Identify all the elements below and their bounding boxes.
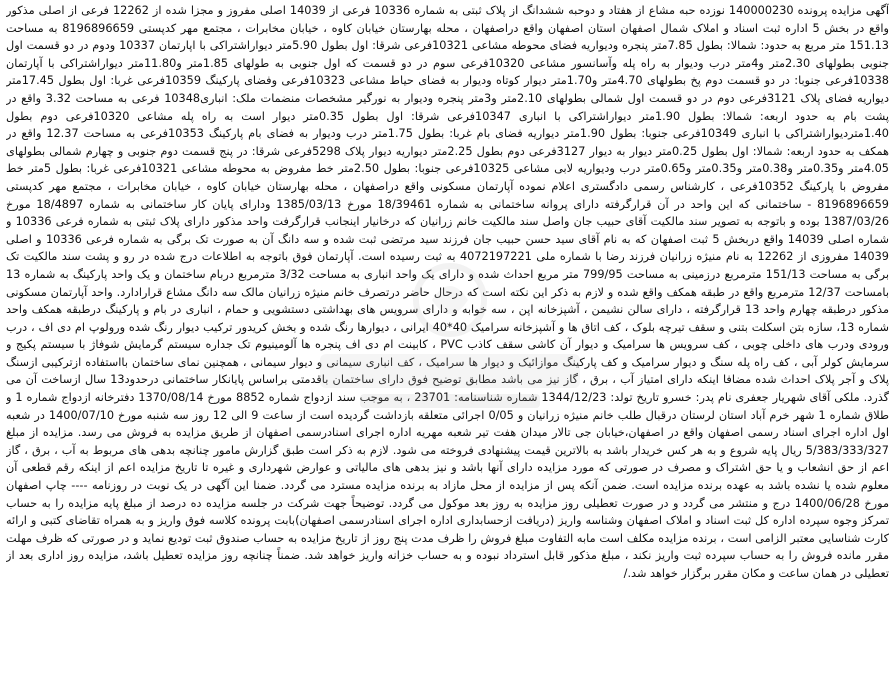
auction-notice-text: آگهی مزایده پرونده 140000230 نوزده حبه مشاع از هفتاد و دوحبه ششدانگ از پلاک ثبتی به شماره 10336 فرعی از 14039 اصلی مفروز و مجزا شده از 12262 فرعی از اصلی مذکور واقع در بخش 5 اداره ثبت اسناد و املاک شمال اصفهان استان اصفهان واقع دراصفهان ، محله بهارستان خیابان کاوه ، خیابان مخابرات ، مجتمع مهر کدپستی 8196896659 به مساحت 151.13 متر مربع به حدود: شمالا: بطول 7.85متر پنجره ودیواریه فضای محوطه مشاعی 10321فرعی شرقا: اول بطول 5.90متر دیواراشتراکی با اپارتمان 10337 ودوم در دو قسمت اول جنوبی بطولهای 2.30متر و4متر درب ودیوار به راه پله وآسانسور مشاعی 10320فرعی سوم در دو قسمت که اول جنوبی به طولهای 1.85متر و11.80متر دیواراشتراکی با آپارتمان 10338فرعی جنوبا: در دو قسمت دوم پخ بطولهای 4.70متر و1.70متر دیوار کوتاه ودیوار به فضای حیاط مشاعی 10323فرعی وفضای پارکینگ 10359فرعی غربا: اول بطول 17.45متر دیواریه فضای پلاک 3121فرعی دوم در دو قسمت اول شمالی بطولهای 2.10متر و3متر پنجره ودیوار به نورگیر مشخصات منضمات ملک: انباری10348 فرعی به مساحت 3.32 واقع در پشت بام به حدود اربعه: شمالا: بطول 1.90متر دیواراشتراکی با انباری 10347فرعی شرقا: اول بطول 0.35متر دیوار است به راه پله مشاعی 10320فرعی دوم بطول 1.40متردیواراشتراکی با انباری 10349فرعی جنوبا: بطول 1.90متر دیواریه فضای بام غربا: بطول 1.75متر درب ودیوار به فضای بام پارکینگ 10353فرعی به مساحت 12.37 واقع در همکف به حدود اربعه: شمالا: اول بطول 0.25متر دیوار به دیوار 3127فرعی دوم بطول 2.25متر دیواریه دیوار پلاک 5298فرعی شرقا: در پنج قسمت دوم جنوبی و چهارم شمالی بطولهای 4.05متر و0.35متر و0.38متر و0.35متر و0.65متر درب ودیواریه لابی مشاعی 10325فرعی جنوبا: بطول 2.50متر خط مفروض به محوطه مشاعی 10321فرعی غربا: بطول 5متر خط مفروض با پارکینگ 10352فرعی ، کارشناس رسمی دادگستری اعلام نموده آپارتمان مسکونی واقع دراصفهان ، محله بهارستان خیابان کاوه ، خیابان مخابرات ، مجتمع مهر کدپستی 8196896659 - ساختمانی که این واحد در آن قرارگرفته دارای پروانه ساختمانی به شماره 18/39461 مورخ 1385/03/13 ودارای پایان کار ساختمانی به شماره 18/4897 مورخ 1387/03/26 بوده و باتوجه به تصویر سند مالکیت آقای حبیب جان واصل سند مالکیت خانم زرانیان که درخانیار اینجانب قرارگرفت واحد مذکور دارای پلاک ثبتی به شماره فرعی 10336 و شماره اصلی 14039 واقع دربخش 5 ثبت اصفهان که به نام آقای سید حسن حبیب جان فرزند سید مرتضی ثبت شده و سه دانگ آن به صورت تک برگی به شماره فرعی 10336 و اصلی 14039 مفروزی از 12262 به نام منیژه زرانیان فرزند رضا با شماره ملی 4072197221 به ثبت رسیده است. آپارتمان فوق باتوجه به اطلاعات درج شده در رو و پشت سند مالکیت تک برگی به مساحت 151/13 مترمربع درزمینی به مساحت 799/95 متر مربع احداث شده و دارای یک واحد انباری به مساحت 3/32 مترمربع دربام ساختمان و یک واحد پارکینگ به شماره 13 بامساحت 12/37 مترمربع واقع در طبقه همکف واقع شده و لازم به ذکر این نکته است که درحال حاضر درتصرف خانم منیژه زرانیان مالک سه دانگ مشاع قرارادارد. واحد آپارتمان مسکونی مذکور درطبقه چهارم واحد 13 قرارگرفته ، دارای سالن نشیمن ، آشپزخانه اپن ، سه خوابه و دارای سرویس های بهداشتی دستشویی و حمام ، انباری در بام و پارکینگ درطبقه همکف واحد شماره 13، سازه بتن اسکلت بتنی و سقف تیرچه بلوک ، کف اتاق ها و آشپزخانه سرامیک 40*40 ایرانی ، دیوارها رنگ شده و بخش کریدور ترکیب دیوار رنگ شده ورولوپ ام دی اف ، درب ورودی ودرب های داخلی چوبی ، کف سرویس ها سرامیک و دیوار آن کاشی سقف کاذب PVC ، کابینت ام دی اف پنجره ها آلومینیوم تک جداره سیستم گرمایش شوفاژ با سیستم پکیج و سرمایش کولر آبی ، کف راه پله سنگ و دیوار سرامیک و کف پارکینگ موازائیک و دیوار ها سرامیک ، کف انباری سیمانی و دیوار سیمانی ، همچنین نمای ساختمان بااستفاده ازترکیبی ازسنگ پلاک و آجر پلاک احداث شده مضافا اینکه دارای امتیاز آب ، برق ، گاز نیز می باشد مطابق توضیح فوق دارای ساختمان باقدمتی براساس پایانکار ساختمانی درحدود13 سال ازساخت آن می گذرد. ملکی آقای شهریار جعفری نام پدر: خسرو تاریخ تولد: 1344/12/23 شماره شناسنامه: 23701 ، به موجب سند ازدواج شماره 8852 مورخ 1370/08/14 دفترخانه ازدواج شماره 1 و طلاق شماره 1 شهر خرم آباد استان لرستان درقبال طلب خانم منیژه زرانیان و 0/05 اجرائی متعلقه بازداشت گردیده است از ساعت 9 الی 12 روز سه شنبه مورخ 1400/07/10 در شعبه اول اداره اجرای اسناد رسمی اصفهان واقع در اصفهان،خیابان جی تالار میدان هفت تیر شعبه مهریه اداره اجرای اسنادرسمی اصفهان از طریق مزایده به فروش می رسد. مزایده از مبلغ 5/383/333/327 ریال پایه شروع و به هر کس خریدار باشد به بالاترین قیمت پیشنهادی فروخته می شود. لازم به ذکر است طبق گزارش مامور چنانچه بدهی های مربوط به آب ، برق ، گاز اعم از حق انشعاب و یا حق اشتراک و مصرف در صورتی که مورد مزایده دارای آنها باشد و نیز بدهی های مالیاتی و عوارض شهرداری و غیره تا تاریخ مزایده اعم از اینکه رقم قطعی آن معلوم شده یا نشده باشد به عهده برنده مزایده است. ضمن آنکه پس از مزایده از محل مازاد به برنده مزایده مسترد می گردد. ضمنا این آگهی در یک نوبت در روزنامه ---- چاپ اصفهان مورخ 1400/06/28 درج و منتشر می گردد و در صورت تعطیلی روز مزایده به روز بعد موکول می گردد. توضیحاً جهت شرکت در جلسه مزایده ده درصد از مبلغ پایه مزایده را به حساب تمرکز وجوه سپرده اداره کل ثبت اسناد و املاک اصفهان وشناسه واریز (دریافت ازحسابداری اداره اجرای اسنادرسمی اصفهان)بابت پرونده کلاسه فوق واریز و به همراه تقاضای کتبی و ارائه کارت شناسایی معتبر الزامی است ، برنده مزایده مکلف است مابه التفاوت مبلغ فروش را ظرف مدت پنج روز از تاریخ مزایده به حساب صندوق ثبت تودیع نماید و در صورتی که ظرف مهلت مقرر مانده فروش را به حساب سپرده ثبت واریز نکند ، مبلغ مذکور قابل استرداد نبوده و به حساب خزانه واریز خواهد شد. ضمناً چنانچه روز مزایده تعطیل باشد، مزایده روز اداری بعد از تعطیلی در همان ساعت و مکان مقرر برگزار خواهد شد./	[6, 4, 889, 580]
auction-notice-document	[6, 2, 889, 688]
